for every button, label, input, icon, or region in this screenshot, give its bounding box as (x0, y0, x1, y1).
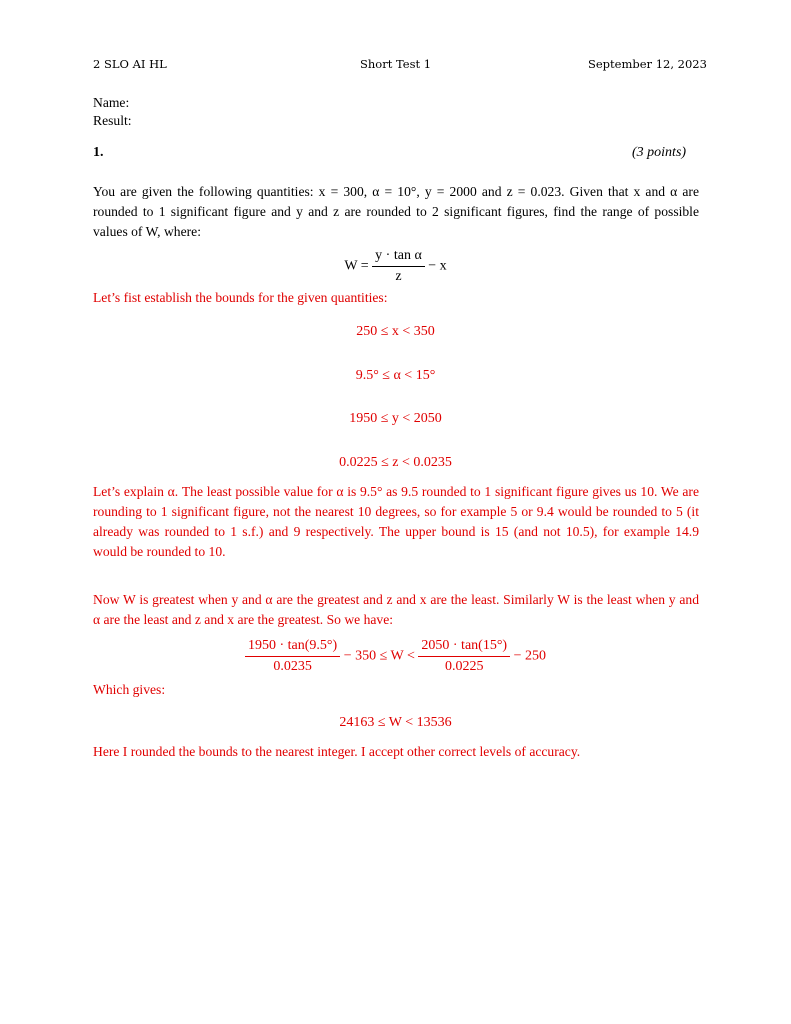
name-label: Name: (93, 95, 130, 110)
inequality-right-numerator: 2050 · tan(15°) (418, 638, 510, 657)
header-course: 2 SLO AI HL (93, 57, 167, 71)
alpha-explanation: Let’s explain α. The least possible value for α is 9.5° as 9.5 rounded to 1 significant figure gives us 10. We are rounding to 1 significant figure, not the nearest 10 degrees, so for example 5 or 9.4 would be rounded to 5 (it already was rounded to 1 s.f.) and 9 respectively. The upper bound is 15 (and not 10.5), for example 14.9 would be rounded to 10. (93, 484, 699, 559)
result-label: Result: (93, 113, 132, 128)
formula-numerator: y · tan α (372, 248, 425, 267)
formula-tail: − x (428, 258, 447, 274)
bound-z: 0.0225 ≤ z < 0.0235 (339, 455, 452, 470)
which-gives-label: Which gives: (93, 682, 166, 697)
question-number: 1. (93, 145, 104, 160)
inequality-right-denominator: 0.0225 (444, 659, 484, 674)
inequality-left-numerator: 1950 · tan(9.5°) (245, 638, 340, 657)
inequality-right-fraction (418, 638, 510, 675)
question-points: (3 points) (632, 145, 687, 160)
formula-denominator: z (395, 269, 402, 284)
inequality-tail: − 250 (513, 648, 546, 664)
bounds-inequality (0, 638, 791, 675)
formula-lhs: W = (344, 258, 369, 274)
question-formula (0, 248, 791, 285)
final-result: 24163 ≤ W < 13536 (339, 715, 452, 730)
bound-alpha: 9.5° ≤ α < 15° (355, 368, 436, 383)
inequality-left-fraction (245, 638, 340, 675)
header-date: September 12, 2023 (588, 57, 707, 71)
question-prompt: You are given the following quantities: x = 300, α = 10°, y = 2000 and z = 0.023. Given that x and α are rounded to 1 significant figure and y and z are rounded to 2 significant figures, find the range of possible values of W, where: (93, 184, 699, 239)
greatest-least-explanation: Now W is greatest when y and α are the greatest and z and x are the least. Similarly W is the least when y and α are the least and z and x are the greatest. So we have: (93, 592, 699, 627)
inequality-left-denominator: 0.0235 (273, 659, 312, 674)
formula-fraction (372, 248, 425, 285)
inequality-middle: − 350 ≤ W < (343, 648, 415, 664)
solution-intro: Let’s fist establish the bounds for the given quantities: (93, 290, 388, 305)
header-test-title: Short Test 1 (360, 57, 432, 71)
bound-y: 1950 ≤ y < 2050 (349, 411, 442, 426)
bound-x: 250 ≤ x < 350 (356, 324, 435, 339)
rounding-note: Here I rounded the bounds to the nearest integer. I accept other correct levels of accuracy. (93, 744, 581, 759)
